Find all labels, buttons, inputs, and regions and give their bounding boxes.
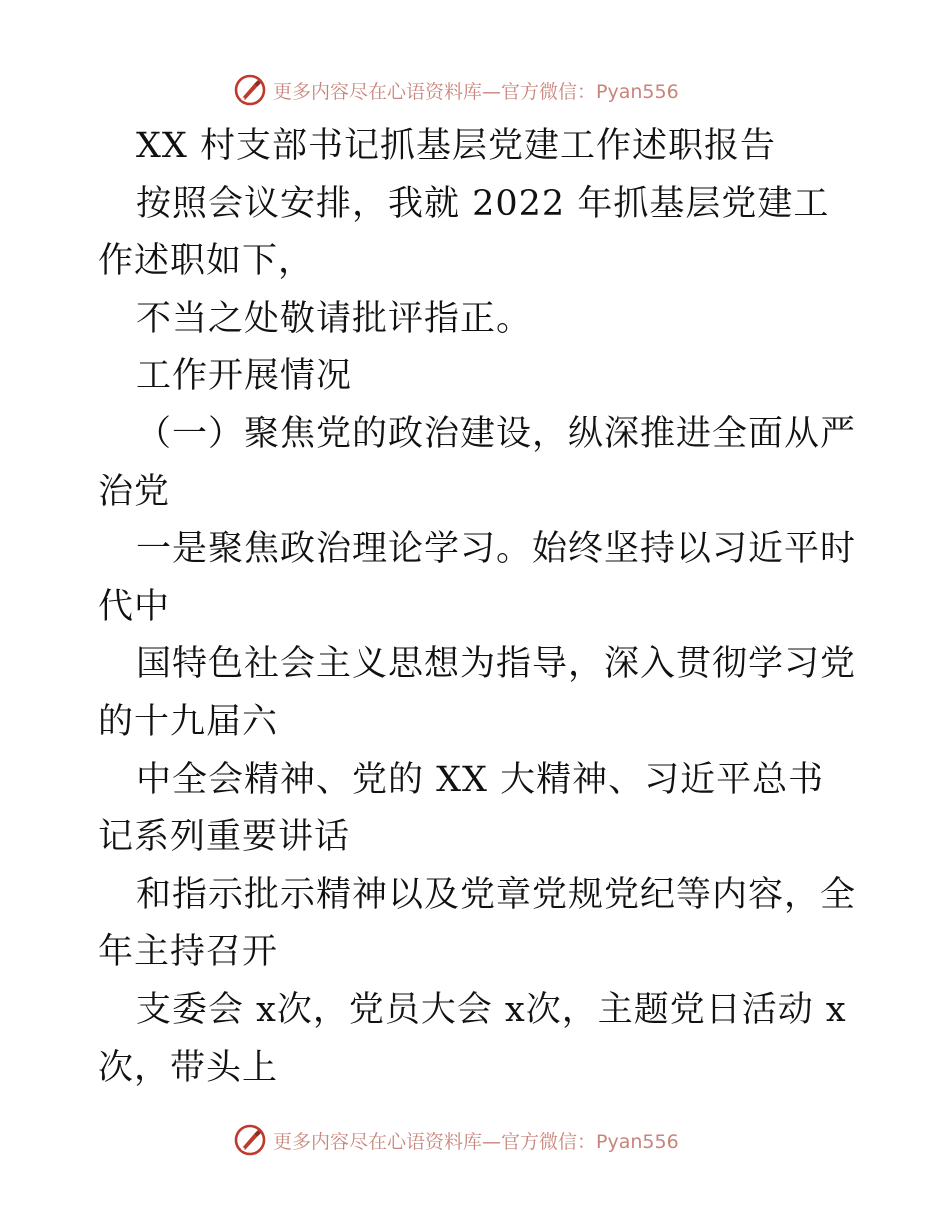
subsection-heading: （一）聚焦党的政治建设，纵深推进全面从严治党: [98, 413, 857, 512]
document-body: [98, 118, 858, 1097]
pen-circle-icon: [233, 73, 267, 107]
section-heading: 工作开展情况: [136, 356, 353, 397]
paragraph: 按照会议安排，我就 2022 年抓基层党建工作述职如下，: [98, 183, 830, 282]
paragraph: 支委会 x次，党员大会 x次，主题党日活动 x次，带头上: [98, 989, 847, 1088]
watermark-text: 更多内容尽在心语资料库—官方微信：Pyan556: [273, 1130, 679, 1153]
paragraph: 和指示批示精神以及党章党规党纪等内容，全年主持召开: [98, 874, 857, 973]
paragraph: 不当之处敬请批评指正。: [136, 298, 533, 339]
paragraph: 中全会精神、党的 XX 大精神、习近平总书记系列重要讲话: [98, 759, 825, 858]
pen-circle-icon: [233, 1123, 267, 1157]
paragraph: 国特色社会主义思想为指导，深入贯彻学习党的十九届六: [98, 644, 857, 742]
footer-watermark: [233, 1120, 679, 1160]
document-title: XX 村支部书记抓基层党建工作述职报告: [136, 126, 776, 166]
watermark-text: 更多内容尽在心语资料库—官方微信：Pyan556: [273, 80, 679, 103]
paragraph: 一是聚焦政治理论学习。始终坚持以习近平时代中: [98, 529, 857, 627]
header-watermark: [233, 70, 679, 110]
